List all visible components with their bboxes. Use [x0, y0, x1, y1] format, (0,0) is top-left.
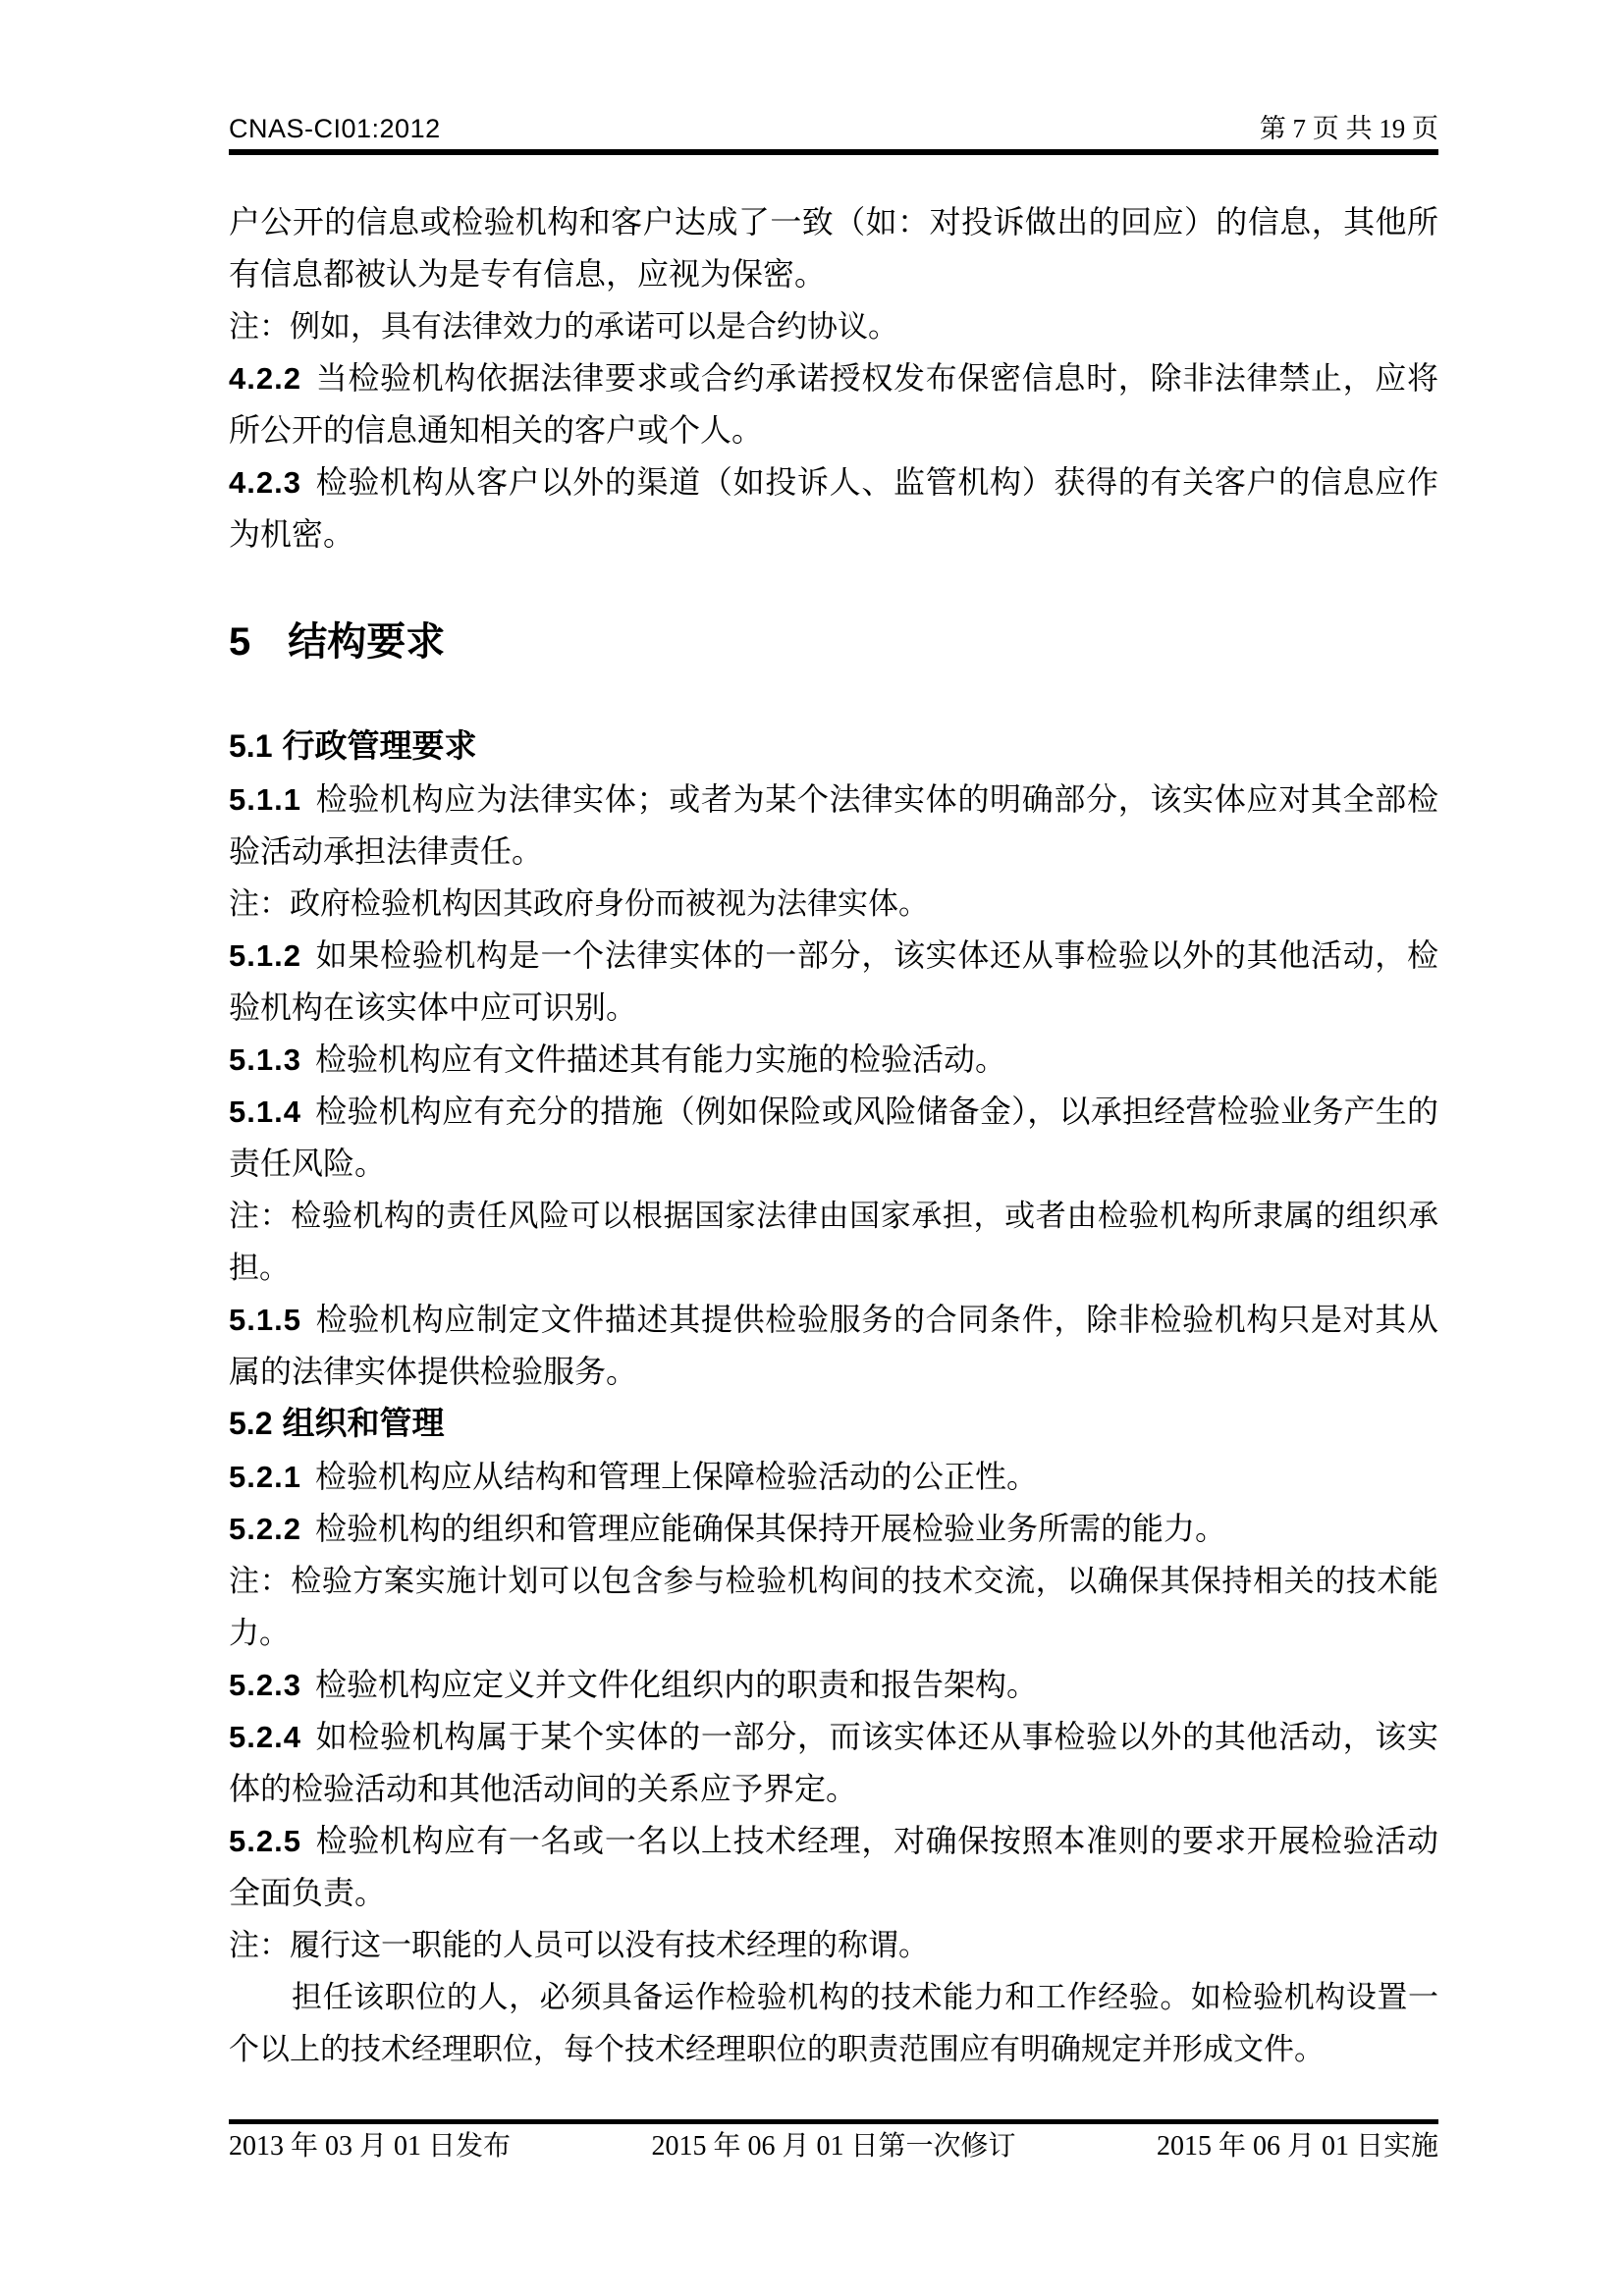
paragraph-text: 如果检验机构是一个法律实体的一部分，该实体还从事检验以外的其他活动，检验机构在该实体中应可识别。 [229, 937, 1438, 1025]
paragraph-text: 检验机构应为法律实体；或者为某个法律实体的明确部分，该实体应对其全部检验活动承担法律责任。 [229, 781, 1438, 869]
paragraph-text: 注：履行这一职能的人员可以没有技术经理的称谓。 [229, 1928, 929, 1962]
clause-number: 5.2.1 [229, 1460, 301, 1494]
body-paragraph [229, 1086, 1438, 1190]
clause-number: 5.1 [229, 728, 273, 764]
body-paragraph [229, 1451, 1438, 1503]
note-paragraph [229, 1555, 1438, 1659]
paragraph-text: 检验机构应制定文件描述其提供检验服务的合同条件，除非检验机构只是对其从属的法律实体提供检验服务。 [229, 1302, 1438, 1389]
note-paragraph [229, 1919, 1438, 1971]
clause-number: 5.2.4 [229, 1720, 301, 1754]
issue-date: 2013 年 03 月 01 日发布 [229, 2131, 512, 2162]
body-paragraph [229, 1711, 1438, 1815]
clause-number: 5.1.3 [229, 1042, 301, 1077]
paragraph-text: 担任该职位的人，必须具备运作检验机构的技术能力和工作经验。如检验机构设置一个以上的技术经理职位，每个技术经理职位的职责范围应有明确规定并形成文件。 [229, 1980, 1438, 2066]
paragraph-text: 行政管理要求 [282, 729, 477, 765]
clause-number: 4.2.3 [229, 465, 301, 500]
paragraph-text: 注：检验机构的责任风险可以根据国家法律由国家承担，或者由检验机构所隶属的组织承担。 [229, 1199, 1438, 1285]
body-paragraph [229, 196, 1438, 300]
section-heading [229, 721, 1438, 774]
note-paragraph [229, 300, 1438, 352]
paragraph-text: 当检验机构依据法律要求或合约承诺授权发布保密信息时，除非法律禁止，应将所公开的信息通知相关的客户或个人。 [229, 360, 1438, 448]
clause-number: 5.1.2 [229, 938, 301, 973]
note-paragraph [229, 1190, 1438, 1294]
paragraph-text: 检验机构应定义并文件化组织内的职责和报告架构。 [314, 1667, 1038, 1702]
paragraph-text: 检验机构的组织和管理应能确保其保持开展检验业务所需的能力。 [314, 1511, 1226, 1546]
clause-number: 5.2.2 [229, 1512, 301, 1546]
body-paragraph [229, 456, 1438, 561]
body-paragraph [229, 774, 1438, 878]
page-number-indicator: 第 7 页 共 19 页 [1259, 114, 1438, 143]
revision-date: 2015 年 06 月 01 日第一次修订 [651, 2131, 1016, 2162]
body-paragraph [229, 1503, 1438, 1555]
footer-rule [229, 2119, 1438, 2124]
note-paragraph [229, 1971, 1438, 2075]
paragraph-text: 检验机构从客户以外的渠道（如投诉人、监管机构）获得的有关客户的信息应作为机密。 [229, 464, 1438, 552]
body-paragraph [229, 1815, 1438, 1919]
clause-number: 5.1.1 [229, 782, 301, 817]
clause-number: 5.2.5 [229, 1824, 301, 1858]
section-heading [229, 610, 1438, 674]
clause-number: 5.2.3 [229, 1668, 301, 1702]
implementation-date: 2015 年 06 月 01 日实施 [1156, 2131, 1438, 2162]
document-number: CNAS-CI01:2012 [229, 114, 441, 143]
clause-number: 5.1.5 [229, 1303, 301, 1337]
page-header [229, 114, 1438, 143]
clause-number: 4.2.2 [229, 361, 301, 396]
paragraph-text: 组织和管理 [282, 1407, 445, 1442]
body-paragraph [229, 352, 1438, 456]
clause-number: 5 [229, 620, 251, 664]
paragraph-text: 注：政府检验机构因其政府身份而被视为法律实体。 [229, 886, 929, 921]
body-paragraph [229, 1294, 1438, 1398]
section-heading [229, 1398, 1438, 1451]
clause-number: 5.2 [229, 1406, 273, 1441]
body-paragraph [229, 1659, 1438, 1711]
paragraph-text: 结构要求 [288, 619, 446, 664]
body-paragraph [229, 1034, 1438, 1086]
paragraph-text: 检验机构应有充分的措施（例如保险或风险储备金），以承担经营检验业务产生的责任风险。 [229, 1094, 1438, 1181]
clause-number: 5.1.4 [229, 1095, 301, 1129]
paragraph-text: 注：检验方案实施计划可以包含参与检验机构间的技术交流，以确保其保持相关的技术能力。 [229, 1564, 1438, 1650]
document-body [229, 196, 1438, 2075]
note-paragraph [229, 878, 1438, 930]
body-paragraph [229, 930, 1438, 1034]
paragraph-text: 注：例如，具有法律效力的承诺可以是合约协议。 [229, 309, 898, 344]
header-rule [229, 149, 1438, 155]
paragraph-text: 检验机构应有一名或一名以上技术经理，对确保按照本准则的要求开展检验活动全面负责。 [229, 1823, 1438, 1910]
paragraph-text: 如检验机构属于某个实体的一部分，而该实体还从事检验以外的其他活动，该实体的检验活动和其他活动间的关系应予界定。 [229, 1719, 1438, 1806]
page-footer [229, 2130, 1438, 2163]
paragraph-text: 检验机构应从结构和管理上保障检验活动的公正性。 [314, 1459, 1038, 1494]
paragraph-text: 检验机构应有文件描述其有能力实施的检验活动。 [314, 1041, 1006, 1077]
paragraph-text: 户公开的信息或检验机构和客户达成了一致（如：对投诉做出的回应）的信息，其他所有信息都被认为是专有信息，应视为保密。 [229, 204, 1438, 292]
